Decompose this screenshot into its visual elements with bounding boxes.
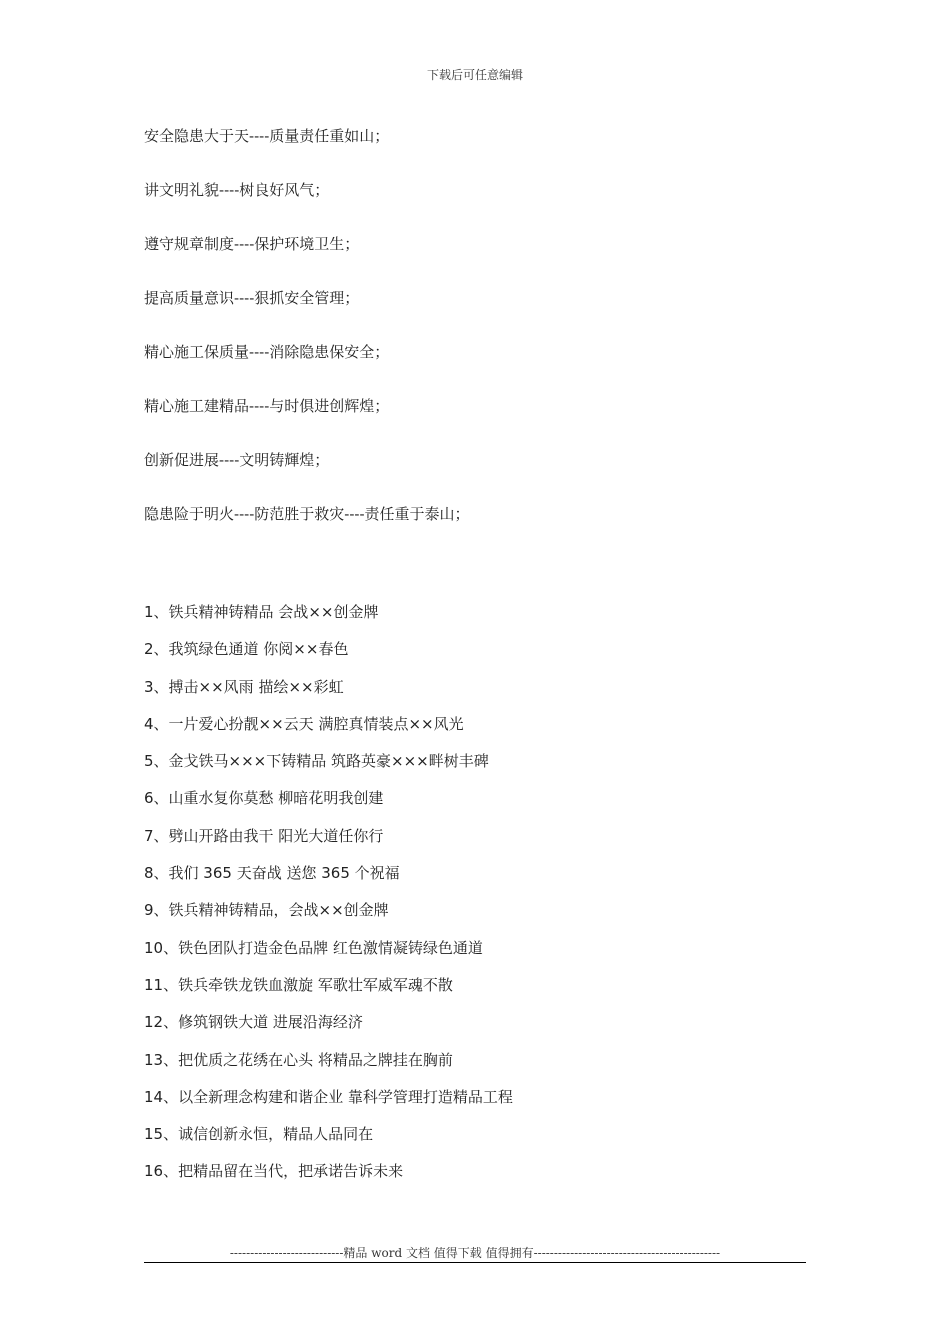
slogan-line: 讲文明礼貌----树良好风气； xyxy=(144,181,330,199)
numbered-slogan: 8、我们 365 天奋战 送您 365 个祝福 xyxy=(144,864,400,883)
slogan-line: 安全隐患大于天----质量责任重如山； xyxy=(144,127,390,145)
page-header: 下载后可任意编辑 xyxy=(426,68,523,82)
numbered-slogan: 6、山重水复你莫愁 柳暗花明我创建 xyxy=(144,789,384,808)
numbered-slogan: 3、搏击××风雨 描绘××彩虹 xyxy=(144,677,344,696)
numbered-slogan: 1、铁兵精神铸精品 会战××创金牌 xyxy=(144,603,379,621)
numbered-slogan: 12、修筑钢铁大道 进展沿海经济 xyxy=(144,1013,363,1032)
slogan-line: 创新促进展----文明铸輝煌； xyxy=(144,451,330,469)
numbered-slogan: 4、一片爱心扮靓××云天 满腔真情装点××风光 xyxy=(144,714,464,733)
numbered-slogan: 5、金戈铁马×××下铸精品 筑路英豪×××畔树丰碑 xyxy=(144,752,489,771)
numbered-slogan: 10、铁色团队打造金色品牌 红色激情凝铸绿色通道 xyxy=(144,938,483,957)
slogan-list xyxy=(144,124,824,556)
page-footer: ----------------------------精品 word 文档 值得下载 值得拥有---------------------------------------------- xyxy=(229,1246,721,1260)
numbered-slogan: 15、诚信创新永恒，精品人品同在 xyxy=(144,1125,374,1144)
slogan-line: 隐患险于明火----防范胜于救灾----责任重于泰山； xyxy=(144,505,470,523)
numbered-slogan: 13、把优质之花绣在心头 将精品之牌挂在胸前 xyxy=(144,1050,453,1069)
numbered-slogan: 11、铁兵牵铁龙铁血激旋 军歌壮军威军魂不散 xyxy=(144,975,453,994)
slogan-line: 精心施工建精品----与时俱进创辉煌； xyxy=(144,397,390,415)
numbered-slogan-list xyxy=(144,600,844,1197)
footer-divider xyxy=(144,1262,806,1263)
numbered-slogan: 14、以全新理念构建和谐企业 靠科学管理打造精品工程 xyxy=(144,1087,513,1106)
numbered-slogan: 7、劈山开路由我干 阳光大道任你行 xyxy=(144,826,384,845)
numbered-slogan: 16、把精品留在当代，把承诺告诉未来 xyxy=(144,1162,404,1181)
slogan-line: 提高质量意识----狠抓安全管理； xyxy=(144,289,360,307)
numbered-slogan: 2、我筑绿色通道 你阅××春色 xyxy=(144,640,349,659)
numbered-slogan: 9、铁兵精神铸精品，会战××创金牌 xyxy=(144,901,389,920)
slogan-line: 遵守规章制度----保护环境卫生； xyxy=(144,235,360,253)
slogan-line: 精心施工保质量----消除隐患保安全； xyxy=(144,343,390,361)
